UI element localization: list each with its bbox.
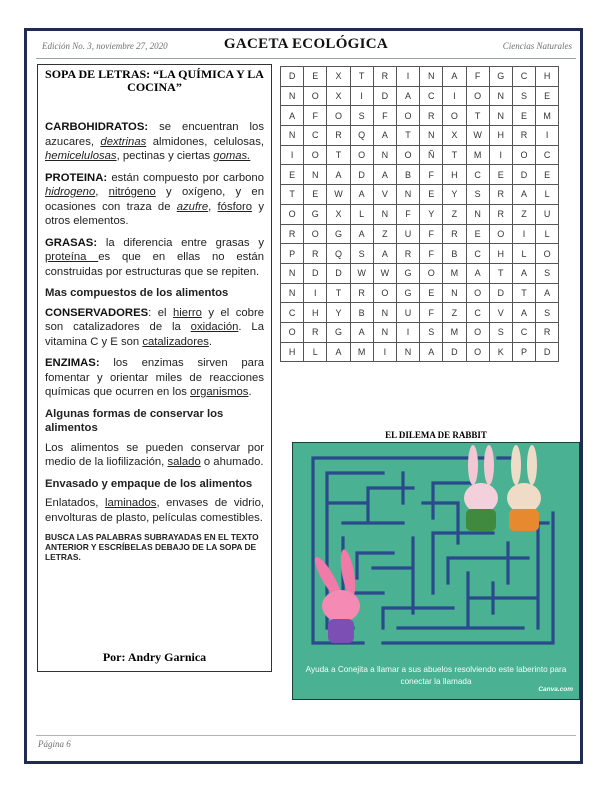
grid-cell: C <box>536 145 559 165</box>
maze-brand: Canva.com <box>538 686 573 693</box>
grid-cell: D <box>373 86 396 106</box>
grid-cell: S <box>420 322 443 342</box>
bunny-conejita-illustration <box>311 548 360 643</box>
grid-cell: Y <box>420 204 443 224</box>
grid-cell: T <box>396 126 419 146</box>
grid-cell: L <box>512 244 535 264</box>
grid-cell: N <box>281 86 304 106</box>
grid-cell: R <box>420 106 443 126</box>
edition-label: Edición No. 3, noviembre 27, 2020 <box>42 41 168 51</box>
grid-cell: N <box>396 185 419 205</box>
grid-row <box>281 126 559 146</box>
grid-cell: T <box>512 283 535 303</box>
text: : el <box>148 306 174 319</box>
grid-cell: D <box>512 165 535 185</box>
grid-cell: O <box>466 322 489 342</box>
newspaper-header <box>36 36 576 59</box>
grid-row <box>281 145 559 165</box>
grid-cell: D <box>350 165 373 185</box>
grid-cell: N <box>396 342 419 362</box>
grid-cell: N <box>304 165 327 185</box>
grid-cell: O <box>304 86 327 106</box>
heading-envasado: Envasado y empaque de los alimentos <box>45 477 253 490</box>
page-number: Página 6 <box>38 739 71 749</box>
keyword-hidrogeno: hidrogeno <box>45 186 96 198</box>
grid-cell: O <box>466 283 489 303</box>
grid-cell: A <box>327 165 350 185</box>
grid-cell: G <box>327 224 350 244</box>
grid-cell: M <box>536 106 559 126</box>
grid-cell: Y <box>327 303 350 323</box>
grid-cell: D <box>327 263 350 283</box>
grid-row <box>281 283 559 303</box>
grid-row <box>281 342 559 362</box>
keyword-salado: salado <box>167 456 201 468</box>
keyword-organismos: organismos <box>190 386 249 398</box>
grid-cell: R <box>489 204 512 224</box>
grid-cell: I <box>396 322 419 342</box>
grid-row <box>281 244 559 264</box>
grid-cell: S <box>350 106 373 126</box>
grid-cell: A <box>373 244 396 264</box>
grid-cell: R <box>350 283 373 303</box>
grid-cell: A <box>350 322 373 342</box>
grid-cell: E <box>489 165 512 185</box>
grid-cell: A <box>373 126 396 146</box>
grid-cell: C <box>466 303 489 323</box>
grid-cell: I <box>304 283 327 303</box>
maze-caption: Ayuda a Conejita a llamar a sus abuelos resolviendo este laberinto para conectar la llamada <box>305 665 567 686</box>
grid-cell: Z <box>443 303 466 323</box>
grid-cell: N <box>420 126 443 146</box>
grid-cell: N <box>281 263 304 283</box>
grid-cell: A <box>350 224 373 244</box>
grid-cell: O <box>443 106 466 126</box>
text: es que en ellas no están construidas por estructuras que se repiten. <box>45 251 264 278</box>
grid-cell: X <box>443 126 466 146</box>
grid-cell: F <box>466 67 489 87</box>
instruction-text: BUSCA LAS PALABRAS SUBRAYADAS EN EL TEXTO ANTERIOR Y ESCRÍBELAS DEBAJO DE LA SOPA DE LETRAS. <box>45 532 259 562</box>
grid-row <box>281 106 559 126</box>
grid-cell: U <box>536 204 559 224</box>
label-carbohidratos: CARBOHIDRATOS: <box>45 121 149 133</box>
grid-cell: A <box>281 106 304 126</box>
keyword-catalizadores: catalizadores <box>142 335 209 348</box>
grid-cell: O <box>304 224 327 244</box>
grid-cell: O <box>536 244 559 264</box>
text: . <box>208 335 213 348</box>
label-proteina: PROTEINA: <box>45 171 108 184</box>
grid-cell: C <box>466 244 489 264</box>
author-credit: Por: Andry Garnica <box>102 650 207 664</box>
text: Enlatados, <box>45 497 105 509</box>
grid-cell: I <box>489 145 512 165</box>
grid-row <box>281 86 559 106</box>
text: están compuesto por carbono <box>107 171 264 184</box>
grid-row <box>281 263 559 283</box>
grid-cell: O <box>396 106 419 126</box>
keyword-laminados: laminados <box>104 497 157 509</box>
grid-cell: E <box>304 185 327 205</box>
grid-cell: W <box>466 126 489 146</box>
grid-cell: E <box>420 185 443 205</box>
grid-cell: L <box>350 204 373 224</box>
text: Los alimentos se pueden conservar por medio de la liofilización, <box>45 441 264 468</box>
grid-cell: X <box>327 204 350 224</box>
grid-cell: A <box>373 165 396 185</box>
grid-cell: A <box>466 263 489 283</box>
grid-cell: U <box>396 303 419 323</box>
paragraph-grasas <box>45 236 264 280</box>
grid-cell: V <box>373 185 396 205</box>
grid-cell: F <box>396 204 419 224</box>
grid-row <box>281 322 559 342</box>
grid-cell: C <box>466 165 489 185</box>
grid-cell: E <box>304 67 327 87</box>
grid-cell: I <box>396 67 419 87</box>
grid-cell: N <box>489 106 512 126</box>
grid-cell: B <box>350 303 373 323</box>
footer-divider <box>36 735 576 736</box>
text: y otros elementos. <box>45 200 264 227</box>
grid-cell: T <box>281 185 304 205</box>
newspaper-title: GACETA ECOLÓGICA <box>223 36 389 52</box>
grid-cell: N <box>373 322 396 342</box>
label-grasas: GRASAS: <box>45 236 98 249</box>
grid-cell: L <box>536 185 559 205</box>
maze-graphic <box>293 443 579 699</box>
grid-cell: H <box>489 126 512 146</box>
grid-cell: E <box>420 283 443 303</box>
grid-cell: O <box>327 106 350 126</box>
text: , <box>95 186 109 198</box>
keyword-gomas: gomas. <box>213 150 251 162</box>
grid-cell: N <box>373 303 396 323</box>
grid-cell: A <box>536 283 559 303</box>
grid-cell: T <box>443 145 466 165</box>
text: almidones, celulosas, <box>146 135 264 148</box>
keyword-hierro: hierro <box>173 306 202 319</box>
grid-cell: B <box>396 165 419 185</box>
heading-mas-compuestos: Mas compuestos de los alimentos <box>45 287 229 299</box>
section-label: Ciencias Naturales <box>502 41 572 51</box>
text: la diferencia entre grasas y <box>97 236 264 249</box>
grid-cell: D <box>536 342 559 362</box>
grid-cell: A <box>512 185 535 205</box>
grid-cell: H <box>304 303 327 323</box>
grid-cell: M <box>443 263 466 283</box>
grid-cell: S <box>536 263 559 283</box>
grid-cell: G <box>304 204 327 224</box>
grid-cell: N <box>420 67 443 87</box>
grid-cell: M <box>443 322 466 342</box>
grid-cell: N <box>466 204 489 224</box>
grid-cell: O <box>466 342 489 362</box>
grid-cell: I <box>443 86 466 106</box>
text: . <box>248 386 252 398</box>
grid-cell: G <box>489 67 512 87</box>
grid-cell: Ñ <box>420 145 443 165</box>
grid-cell: A <box>350 185 373 205</box>
word-search-grid <box>280 66 559 362</box>
grid-cell: A <box>420 342 443 362</box>
grid-cell: T <box>350 67 373 87</box>
grid-cell: R <box>489 185 512 205</box>
grid-cell: O <box>512 145 535 165</box>
paragraph-enzimas <box>45 356 264 400</box>
label-conservadores: CONSERVADORES <box>45 306 149 319</box>
grid-cell: A <box>512 303 535 323</box>
keyword-fosforo: fósforo <box>217 200 253 213</box>
grid-cell: R <box>373 67 396 87</box>
grid-cell: P <box>281 244 304 264</box>
grid-cell: F <box>420 244 443 264</box>
grid-cell: L <box>304 342 327 362</box>
grid-row <box>281 185 559 205</box>
grid-cell: A <box>512 263 535 283</box>
text: , pectinas y ciertas <box>116 150 214 162</box>
grid-cell: U <box>396 224 419 244</box>
keyword-azufre: azufre <box>176 200 209 213</box>
grid-cell: D <box>443 342 466 362</box>
keyword-nitrogeno: nitrógeno <box>108 186 156 198</box>
grid-cell: A <box>396 86 419 106</box>
grid-cell: F <box>420 165 443 185</box>
keyword-hemicelulosas: hemicelulosas <box>45 150 117 162</box>
paragraph-carbohidratos <box>45 120 264 164</box>
grid-cell: E <box>466 224 489 244</box>
grid-cell: Q <box>327 244 350 264</box>
text: y oxígeno, y en ocasiones con traza de <box>45 186 265 213</box>
grid-cell: X <box>327 86 350 106</box>
text: y el cobre son catalizadores de la <box>45 306 264 333</box>
grid-cell: M <box>350 342 373 362</box>
grid-cell: W <box>350 263 373 283</box>
grid-cell: E <box>512 106 535 126</box>
grid-cell: Z <box>373 224 396 244</box>
grid-cell: M <box>466 145 489 165</box>
grid-cell: O <box>396 145 419 165</box>
heading-formas-conservar: Algunas formas de conservar los alimentos <box>45 407 224 434</box>
grid-cell: O <box>304 145 327 165</box>
grid-row <box>281 165 559 185</box>
grid-cell: B <box>443 244 466 264</box>
text: , <box>208 200 218 213</box>
grid-cell: D <box>489 283 512 303</box>
keyword-dextrinas: dextrinas <box>100 135 147 148</box>
grid-cell: H <box>281 342 304 362</box>
grid-cell: K <box>489 342 512 362</box>
grid-cell: R <box>281 224 304 244</box>
grid-cell: W <box>373 263 396 283</box>
grid-cell: X <box>327 67 350 87</box>
text: los enzimas sirven para fomentar y orientar miles de reacciones químicas que ocurren en los <box>45 357 264 398</box>
grid-cell: R <box>327 126 350 146</box>
grid-cell: A <box>443 67 466 87</box>
grid-cell: I <box>512 224 535 244</box>
grid-cell: R <box>304 322 327 342</box>
grid-cell: T <box>327 145 350 165</box>
grid-cell: E <box>536 86 559 106</box>
keyword-oxidacion: oxidación <box>190 321 239 333</box>
paragraph-proteina <box>45 171 264 229</box>
grid-cell: T <box>466 106 489 126</box>
maze-title: EL DILEMA DE RABBIT <box>385 430 487 440</box>
keyword-proteina: proteína <box>45 251 99 263</box>
grid-cell: S <box>489 322 512 342</box>
grid-cell: Z <box>443 204 466 224</box>
text: o ahumado. <box>200 456 264 468</box>
grid-cell: O <box>466 86 489 106</box>
grid-cell: N <box>373 145 396 165</box>
grid-cell: H <box>443 165 466 185</box>
article-box <box>37 64 272 672</box>
grid-cell: V <box>489 303 512 323</box>
grid-cell: C <box>420 86 443 106</box>
grid-row <box>281 67 559 87</box>
grid-cell: T <box>327 283 350 303</box>
grid-cell: D <box>304 263 327 283</box>
grid-cell: O <box>281 204 304 224</box>
grid-cell: T <box>489 263 512 283</box>
grid-cell: C <box>281 303 304 323</box>
text: se encuentran los azucares, <box>45 121 264 148</box>
grid-cell: O <box>373 283 396 303</box>
grid-cell: O <box>350 145 373 165</box>
grid-cell: C <box>304 126 327 146</box>
grid-row <box>281 303 559 323</box>
grid-cell: R <box>304 244 327 264</box>
grid-cell: Z <box>512 204 535 224</box>
grid-cell: N <box>489 86 512 106</box>
grid-cell: H <box>536 67 559 87</box>
grid-cell: I <box>350 86 373 106</box>
grid-cell: R <box>512 126 535 146</box>
grid-cell: D <box>281 67 304 87</box>
article-title: SOPA DE LETRAS: “LA QUÍMICA Y LA COCINA” <box>45 67 264 94</box>
grid-cell: Q <box>350 126 373 146</box>
grid-cell: L <box>536 224 559 244</box>
grid-cell: Y <box>443 185 466 205</box>
grid-cell: G <box>396 263 419 283</box>
label-enzimas: ENZIMAS: <box>45 357 100 369</box>
grid-row <box>281 224 559 244</box>
grid-cell: I <box>536 126 559 146</box>
grid-cell: G <box>396 283 419 303</box>
text: . La vitamina C y E son <box>45 321 264 348</box>
grid-cell: E <box>281 165 304 185</box>
grid-cell: W <box>327 185 350 205</box>
grid-cell: S <box>512 86 535 106</box>
grid-cell: C <box>512 67 535 87</box>
grid-cell: S <box>466 185 489 205</box>
grid-cell: N <box>281 283 304 303</box>
grid-cell: R <box>536 322 559 342</box>
grid-cell: E <box>536 165 559 185</box>
grid-cell: R <box>396 244 419 264</box>
grid-cell: N <box>373 204 396 224</box>
grid-cell: F <box>373 106 396 126</box>
grid-cell: N <box>281 126 304 146</box>
maze-illustration <box>292 442 580 700</box>
grid-cell: F <box>420 224 443 244</box>
grid-cell: G <box>327 322 350 342</box>
paragraph-envasado <box>45 496 264 525</box>
grid-cell: C <box>512 322 535 342</box>
grid-cell: F <box>420 303 443 323</box>
grid-cell: F <box>304 106 327 126</box>
grid-cell: I <box>281 145 304 165</box>
grid-cell: S <box>536 303 559 323</box>
grid-cell: O <box>489 224 512 244</box>
paragraph-formas <box>45 441 264 470</box>
grid-cell: N <box>443 283 466 303</box>
grid-cell: A <box>327 342 350 362</box>
grid-cell: H <box>489 244 512 264</box>
grid-cell: I <box>373 342 396 362</box>
grid-cell: P <box>512 342 535 362</box>
paragraph-conservadores <box>45 306 264 350</box>
text: , envases de vidrio, envolturas de plasto, películas comestibles. <box>45 497 264 524</box>
grid-cell: O <box>281 322 304 342</box>
grid-cell: R <box>443 224 466 244</box>
grid-row <box>281 204 559 224</box>
grid-cell: O <box>420 263 443 283</box>
grid-cell: S <box>350 244 373 264</box>
